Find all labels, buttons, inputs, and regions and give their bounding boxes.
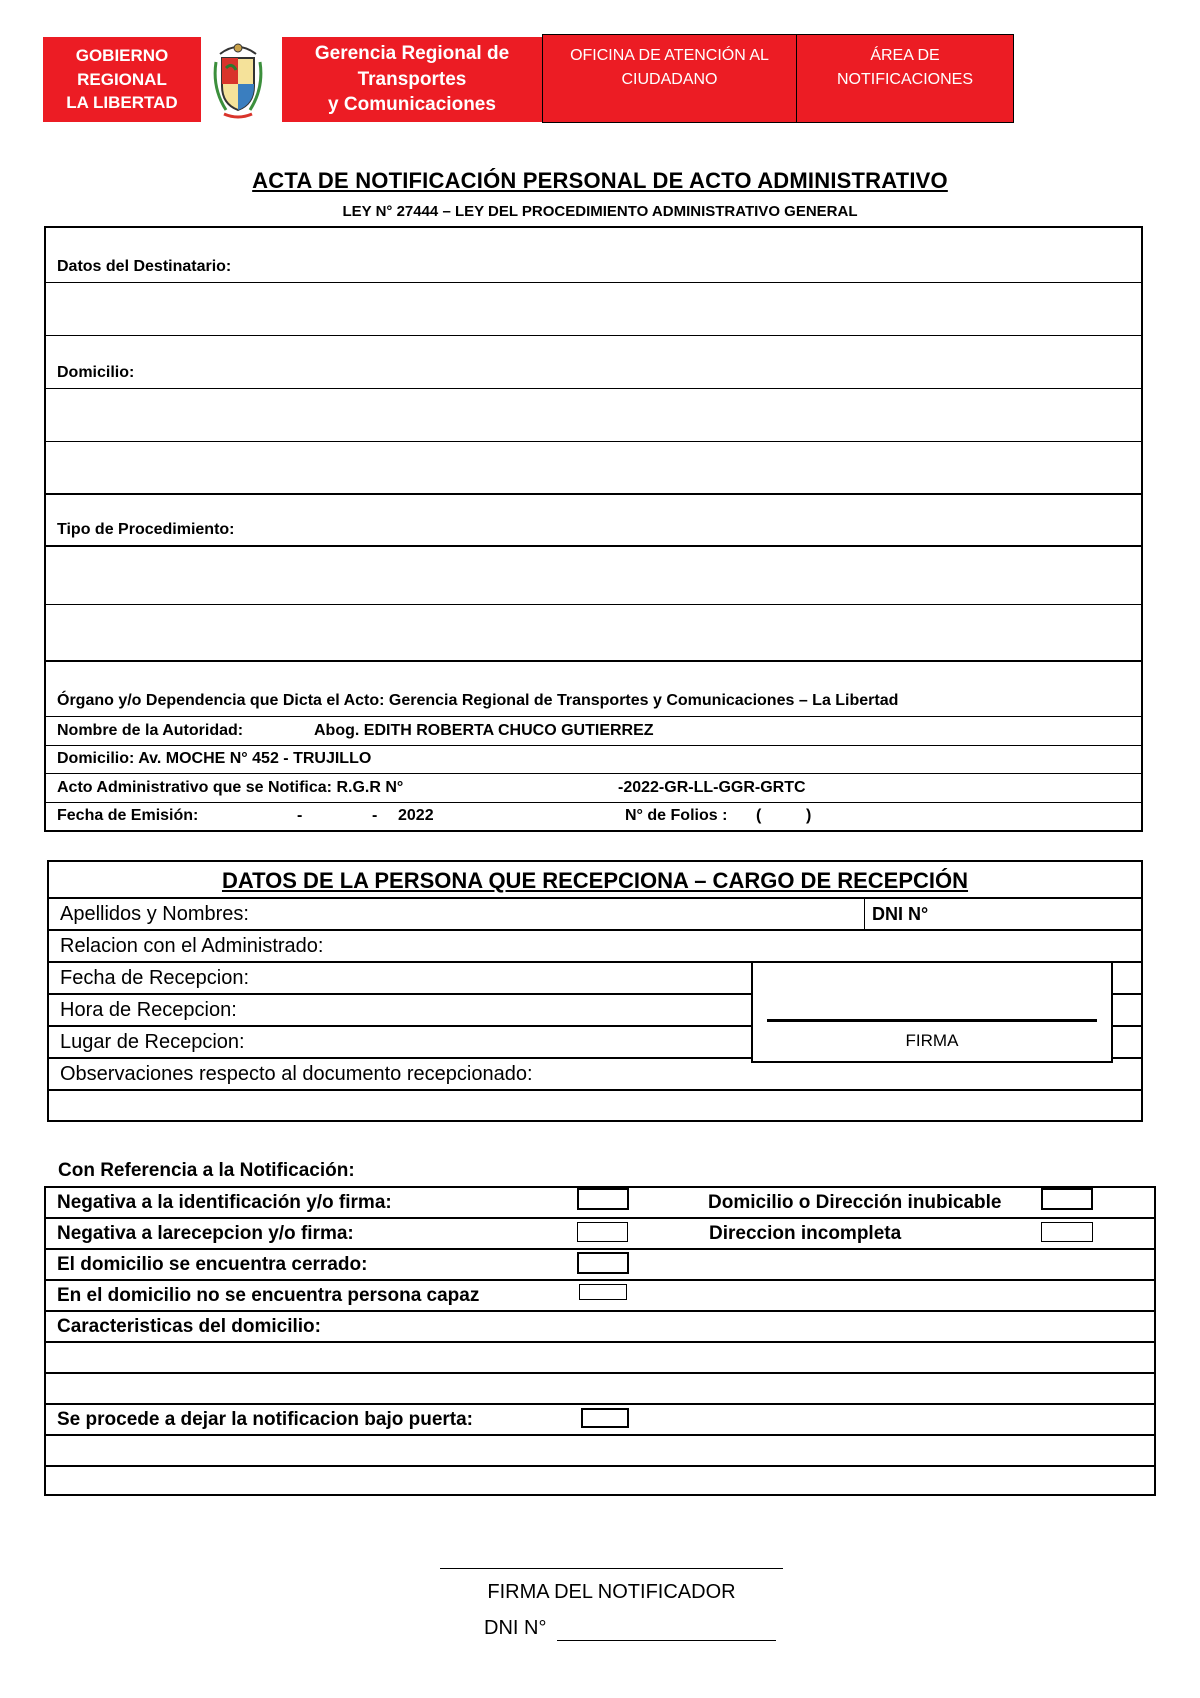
fecha-recepcion-label: Fecha de Recepcion:	[60, 967, 250, 989]
referencia-heading: Con Referencia a la Notificación:	[58, 1160, 355, 1181]
gerencia-line1: Gerencia Regional de Transportes	[314, 43, 510, 90]
row-negativa-identificacion	[46, 1188, 1154, 1219]
header-table	[542, 34, 1014, 123]
area-line2: NOTIFICACIONES	[836, 71, 973, 88]
row-bajo-puerta	[46, 1405, 1154, 1436]
relacion-label: Relacion con el Administrado:	[60, 935, 324, 957]
folios-open: (	[756, 807, 762, 824]
row-caracteristicas	[46, 1312, 1154, 1343]
notificador-signature-line	[440, 1568, 783, 1569]
observaciones-field[interactable]	[49, 1091, 1141, 1122]
gov-line1: GOBIERNO REGIONAL	[75, 45, 169, 89]
row-negativa-recepcion	[46, 1219, 1154, 1250]
firma-line	[767, 1019, 1097, 1022]
negativa-identificacion-checkbox[interactable]	[577, 1188, 629, 1210]
area-line1: ÁREA DE	[870, 47, 940, 64]
domicilio-label: Domicilio:	[57, 364, 135, 381]
oficina-cell	[543, 35, 797, 122]
row-organo	[46, 662, 1141, 717]
row-relacion	[49, 931, 1141, 963]
direccion-incompleta-label: Direccion incompleta	[709, 1223, 902, 1244]
bajo-puerta-checkbox[interactable]	[581, 1408, 629, 1428]
oficina-line1: OFICINA DE ATENCIÓN AL	[570, 47, 769, 64]
notification-reference-form	[44, 1186, 1156, 1496]
tipo-field-2[interactable]	[46, 605, 1141, 662]
dni-cell	[864, 898, 929, 930]
folios-label: N° de Folios :	[625, 807, 728, 824]
page-title: ACTA DE NOTIFICACIÓN PERSONAL DE ACTO ADMINISTRATIVO	[252, 168, 948, 193]
domicilio-field-1[interactable]	[46, 389, 1141, 442]
direccion-incompleta-checkbox[interactable]	[1041, 1222, 1093, 1242]
reception-heading-row	[49, 862, 1141, 899]
area-cell	[797, 35, 1013, 122]
row-domicilio-cerrado	[46, 1250, 1154, 1281]
domicilio-autoridad: Domicilio: Av. MOCHE N° 452 - TRUJILLO	[57, 750, 372, 767]
caracteristicas-field-1[interactable]	[46, 1343, 1154, 1374]
destinatario-field[interactable]	[46, 283, 1141, 336]
fecha-dash-2: -	[372, 807, 378, 824]
lugar-recepcion-label: Lugar de Recepcion:	[60, 1031, 245, 1053]
bajo-puerta-field-2[interactable]	[46, 1467, 1154, 1496]
oficina-line2: CIUDADANO	[621, 71, 718, 88]
gerencia-line2: y Comunicaciones	[328, 94, 496, 116]
gerencia-logo	[282, 37, 542, 122]
domicilio-field-2[interactable]	[46, 442, 1141, 495]
bajo-puerta-field-1[interactable]	[46, 1436, 1154, 1467]
row-acto	[46, 774, 1141, 803]
row-domicilio	[46, 336, 1141, 389]
autoridad-label: Nombre de la Autoridad:	[57, 722, 244, 739]
observaciones-label: Observaciones respecto al documento recepcionado:	[60, 1063, 533, 1085]
firma-box[interactable]	[751, 961, 1113, 1063]
organo-label: Órgano y/o Dependencia que Dicta el Acto: Gerencia Regional de Transportes y Comunicaciones – La Libertad	[57, 692, 899, 709]
caracteristicas-label: Caracteristicas del domicilio:	[57, 1316, 321, 1337]
negativa-identificacion-label: Negativa a la identificación y/o firma:	[57, 1192, 392, 1213]
tipo-label: Tipo de Procedimiento:	[57, 521, 235, 538]
row-autoridad	[46, 717, 1141, 746]
gov-line2: LA LIBERTAD	[66, 93, 178, 113]
caracteristicas-field-2[interactable]	[46, 1374, 1154, 1405]
firma-label: FIRMA	[905, 1031, 959, 1050]
bajo-puerta-label: Se procede a dejar la notificacion bajo puerta:	[57, 1409, 473, 1430]
dni-label: DNI N°	[872, 904, 929, 924]
row-tipo	[46, 495, 1141, 547]
row-destinatario	[46, 228, 1141, 283]
notification-data-form	[44, 226, 1143, 832]
tipo-field-1[interactable]	[46, 547, 1141, 605]
firma-notificador-label: FIRMA DEL NOTIFICADOR	[487, 1581, 736, 1603]
destinatario-label: Datos del Destinatario:	[57, 258, 232, 275]
no-persona-capaz-checkbox[interactable]	[579, 1284, 627, 1300]
row-apellidos	[49, 899, 1141, 931]
row-no-persona-capaz	[46, 1281, 1154, 1312]
fecha-emision-label: Fecha de Emisión:	[57, 807, 199, 824]
row-observaciones	[49, 1059, 1141, 1091]
no-persona-capaz-label: En el domicilio no se encuentra persona capaz	[57, 1285, 480, 1306]
domicilio-cerrado-checkbox[interactable]	[577, 1252, 629, 1274]
hora-recepcion-label: Hora de Recepcion:	[60, 999, 237, 1021]
notificador-dni-label: DNI N°	[484, 1617, 547, 1639]
fecha-dash-1: -	[297, 807, 303, 824]
page-subtitle: LEY N° 27444 – LEY DEL PROCEDIMIENTO ADMINISTRATIVO GENERAL	[342, 203, 858, 220]
folios-close: )	[806, 807, 812, 824]
gobierno-regional-logo	[43, 37, 201, 122]
negativa-recepcion-checkbox[interactable]	[577, 1222, 628, 1242]
negativa-recepcion-label: Negativa a larecepcion y/o firma:	[57, 1223, 354, 1244]
coat-of-arms-icon	[212, 38, 264, 122]
acto-label: Acto Administrativo que se Notifica: R.G.R N°	[57, 779, 404, 796]
fecha-year: 2022	[398, 807, 434, 824]
acto-suffix: -2022-GR-LL-GGR-GRTC	[618, 779, 806, 796]
row-fecha-emision	[46, 803, 1141, 832]
domicilio-inubicable-label: Domicilio o Dirección inubicable	[708, 1192, 1002, 1213]
notificador-dni-field[interactable]	[557, 1640, 776, 1641]
reception-heading: DATOS DE LA PERSONA QUE RECEPCIONA – CARGO DE RECEPCIÓN	[221, 868, 969, 893]
domicilio-inubicable-checkbox[interactable]	[1041, 1188, 1093, 1210]
apellidos-label: Apellidos y Nombres:	[60, 903, 249, 925]
domicilio-cerrado-label: El domicilio se encuentra cerrado:	[57, 1254, 368, 1275]
reception-form	[47, 860, 1143, 1122]
row-domicilio-autoridad	[46, 746, 1141, 774]
autoridad-value: Abog. EDITH ROBERTA CHUCO GUTIERREZ	[314, 722, 654, 739]
